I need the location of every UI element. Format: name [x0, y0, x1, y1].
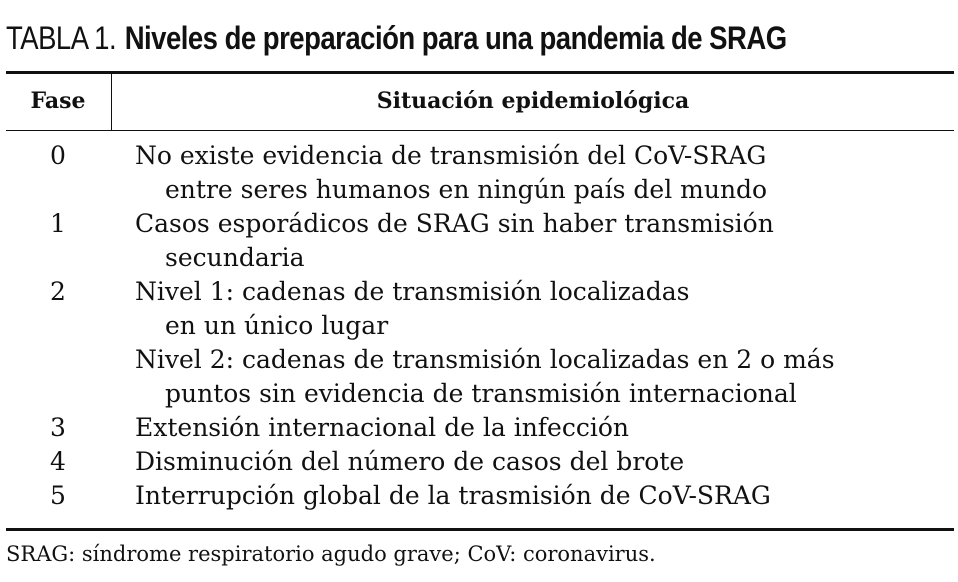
table-row [0, 343, 958, 411]
table-row [0, 445, 958, 479]
column-header-phase: Fase [30, 88, 86, 114]
column-header-situation: Situación epidemiológica [376, 88, 690, 114]
situation-cell [135, 343, 945, 411]
header-bottom-rule [6, 130, 954, 131]
situation-line-2: entre seres humanos en ningún país del mundo [165, 175, 768, 204]
table-top-rule [6, 71, 954, 74]
phase-cell: 2 [50, 277, 66, 306]
table-title-text: Niveles de preparación para una pandemia de SRAG [124, 20, 787, 56]
table-bottom-rule [6, 528, 954, 531]
table-row [0, 411, 958, 445]
table-body [0, 139, 958, 513]
table-row [0, 139, 958, 207]
situation-line-1: Casos esporádicos de SRAG sin haber transmisión [135, 209, 774, 238]
situation-cell [135, 275, 945, 343]
table-title [6, 18, 814, 58]
phase-cell: 4 [50, 447, 66, 476]
situation-line-2: en un único lugar [165, 311, 389, 340]
table-footnote: SRAG: síndrome respiratorio agudo grave; CoV: coronavirus. [6, 542, 656, 566]
situation-cell [135, 411, 945, 445]
situation-cell [135, 207, 945, 275]
phase-cell: 3 [50, 413, 66, 442]
situation-line-1: Nivel 1: cadenas de transmisión localizadas [135, 277, 690, 306]
table-row [0, 207, 958, 275]
phase-cell: 0 [50, 141, 66, 170]
situation-cell [135, 445, 945, 479]
table-row [0, 479, 958, 513]
situation-cell [135, 139, 945, 207]
situation-line-2: secundaria [165, 243, 305, 272]
situation-cell [135, 479, 945, 513]
situation-line-1: Extensión internacional de la infección [135, 413, 629, 442]
table-number-label: TABLA 1. [6, 20, 117, 56]
phase-cell: 5 [50, 481, 66, 510]
situation-line-1: Disminución del número de casos del brote [135, 447, 685, 476]
phase-cell: 1 [50, 209, 66, 238]
situation-line-2: puntos sin evidencia de transmisión internacional [165, 379, 797, 408]
table-row [0, 275, 958, 343]
situation-line-1: Nivel 2: cadenas de transmisión localizadas en 2 o más [135, 345, 835, 374]
situation-line-1: No existe evidencia de transmisión del CoV-SRAG [135, 141, 767, 170]
situation-line-1: Interrupción global de la trasmisión de CoV-SRAG [135, 481, 771, 510]
